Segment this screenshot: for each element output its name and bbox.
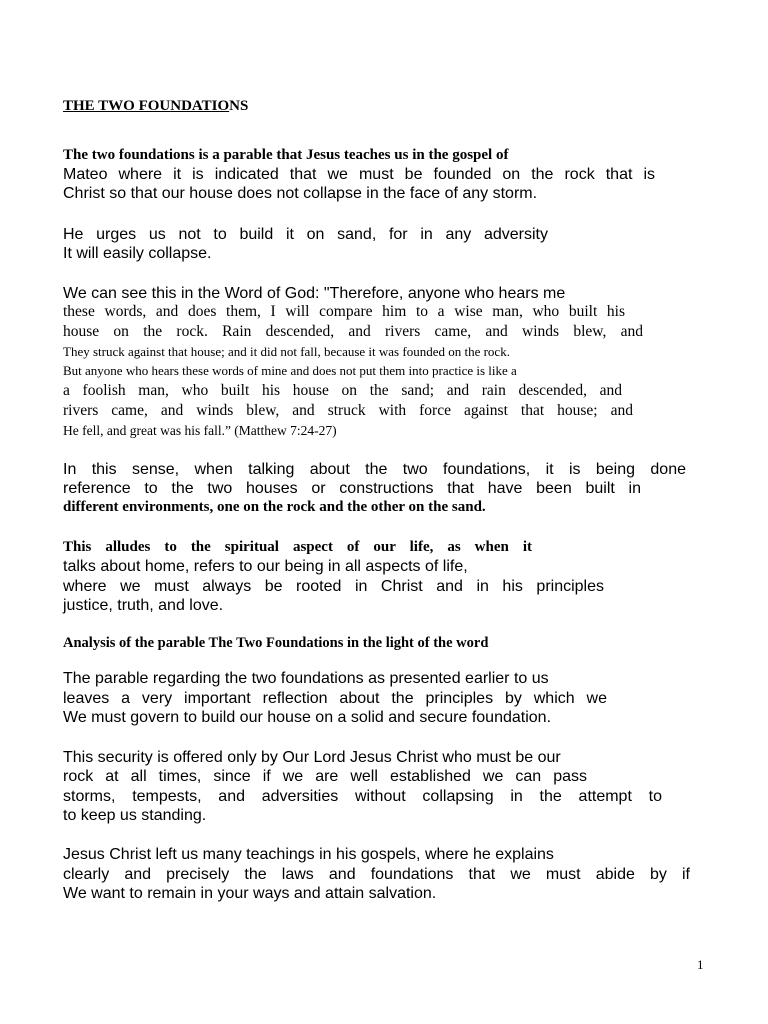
page-number: 1 (697, 957, 704, 972)
paragraph-7-line-2: rock at all times, since if we are well established we can pass (63, 768, 587, 785)
paragraph-3-line-4: They struck against that house; and it did not fall, because it was founded on the rock. (63, 344, 510, 359)
paragraph-6-line-1: The parable regarding the two foundations as presented earlier to us (63, 670, 549, 687)
paragraph-7-line-3: storms, tempests, and adversities without collapsing in the attempt to (63, 788, 662, 805)
paragraph-6-line-2: leaves a very important reflection about the principles by which we (63, 690, 607, 707)
paragraph-5-line-4: justice, truth, and love. (63, 597, 224, 614)
paragraph-5-line-1: This alludes to the spiritual aspect of our life, as when it (63, 539, 532, 555)
page-title-underlined: THE TWO FOUNDATIO (63, 98, 230, 114)
paragraph-4-line-1: In this sense, when talking about the two foundations, it is being done (63, 461, 686, 478)
page-title (63, 98, 248, 115)
paragraph-3-line-3: house on the rock. Rain descended, and rivers came, and winds blew, and (63, 323, 643, 340)
paragraph-5-line-2: talks about home, refers to our being in all aspects of life, (63, 558, 468, 575)
paragraph-3-line-2: these words, and does them, I will compare him to a wise man, who built his (63, 303, 625, 320)
paragraph-3-line-8: He fell, and great was his fall.” (Matthew 7:24-27) (63, 423, 337, 438)
section-subheading: Analysis of the parable The Two Foundations in the light of the word (63, 635, 489, 651)
paragraph-3-line-1: We can see this in the Word of God: "Therefore, anyone who hears me (63, 285, 566, 302)
paragraph-3-line-5: But anyone who hears these words of mine and does not put them into practice is like a (63, 363, 517, 378)
paragraph-8-line-2: clearly and precisely the laws and foundations that we must abide by if (63, 866, 690, 883)
paragraph-2-line-2: It will easily collapse. (63, 245, 212, 262)
paragraph-1-line-3: Christ so that our house does not collapse in the face of any storm. (63, 185, 538, 202)
paragraph-7-line-4: to keep us standing. (63, 807, 207, 824)
paragraph-5-line-3: where we must always be rooted in Christ and in his principles (63, 578, 604, 595)
paragraph-1-line-1: The two foundations is a parable that Jesus teaches us in the gospel of (63, 147, 509, 163)
paragraph-3-line-7: rivers came, and winds blew, and struck with force against that house; and (63, 402, 633, 419)
paragraph-4-line-3: different environments, one on the rock and the other on the sand. (63, 499, 486, 515)
paragraph-6-line-3: We must govern to build our house on a solid and secure foundation. (63, 709, 552, 726)
paragraph-4-line-2: reference to the two houses or constructions that have been built in (63, 480, 641, 497)
paragraph-1-line-2: Mateo where it is indicated that we must be founded on the rock that is (63, 166, 655, 183)
paragraph-8-line-1: Jesus Christ left us many teachings in his gospels, where he explains (63, 846, 554, 863)
paragraph-3-line-6: a foolish man, who built his house on the sand; and rain descended, and (63, 382, 622, 399)
paragraph-7-line-1: This security is offered only by Our Lord Jesus Christ who must be our (63, 749, 561, 766)
paragraph-2-line-1: He urges us not to build it on sand, for in any adversity (63, 226, 548, 243)
page-title-rest: NS (229, 98, 249, 114)
paragraph-8-line-3: We want to remain in your ways and attain salvation. (63, 885, 437, 902)
